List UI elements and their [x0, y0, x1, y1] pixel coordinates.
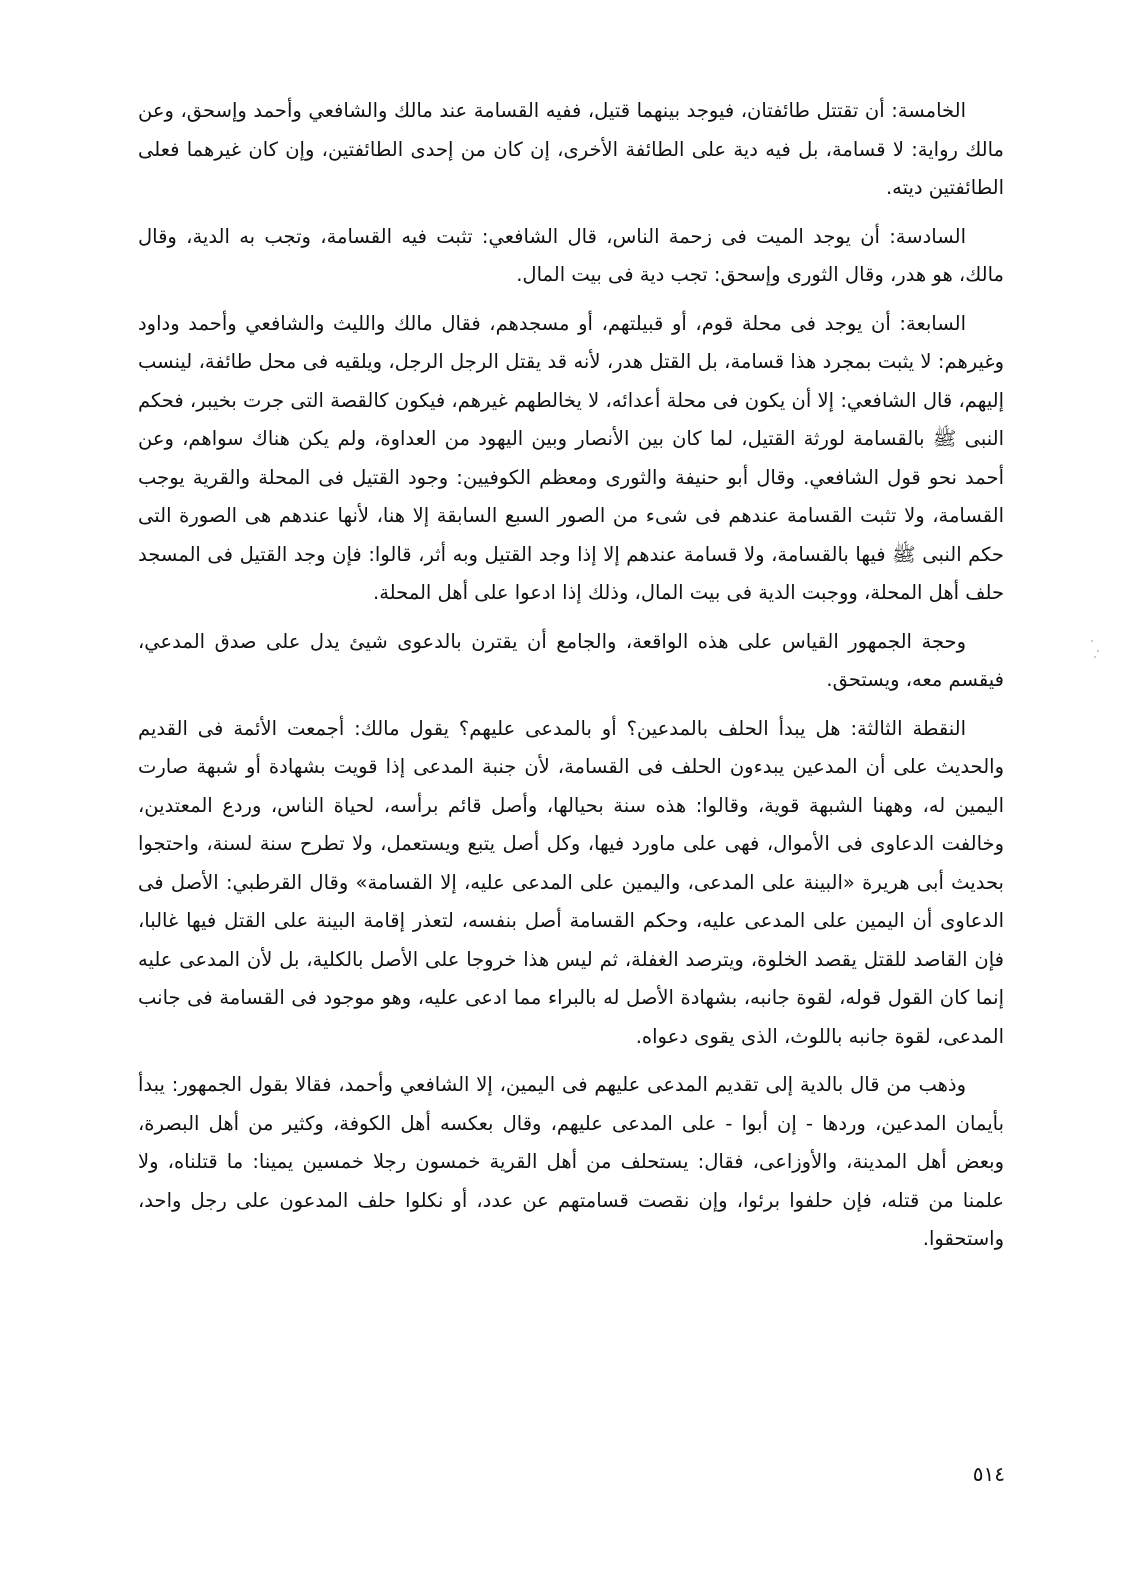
scan-speck	[1097, 650, 1099, 652]
scan-speck	[1091, 640, 1093, 642]
paragraph-sixth-case: السادسة: أن يوجد الميت فى زحمة الناس، قال الشافعي: تثبت فيه القسامة، وتجب به الدية، وقال مالك، هو هدر، وقال الثورى وإسحق: تجب دية فى بيت المال.	[138, 224, 1004, 286]
paragraph-third-point: النقطة الثالثة: هل يبدأ الحلف بالمدعين؟ أو بالمدعى عليهم؟ يقول مالك: أجمعت الأئمة فى القديم والحديث على أن المدعين يبدءون الحلف فى القسامة، لأن جنبة المدعى إذا قويت بشهادة أو شبهة صارت اليمين له، وههنا الشبهة قوية، وقالوا: هذه سنة بحيالها، وأصل قائم برأسه، لحياة الناس، وردع المعتدين، وخالفت الدعاوى فى الأموال، فهى على ماورد فيها، وكل أصل يتبع ويستعمل، ولا تطرح سنة لسنة، واحتجوا بحديث أبى هريرة «البينة على المدعى، واليمين على المدعى عليه، إلا القسامة» وقال القرطبي: الأصل فى الدعاوى أن اليمين على المدعى عليه، وحكم القسامة أصل بنفسه، لتعذر إقامة البينة على القتل فيها غالبا، فإن القاصد للقتل يقصد الخلوة، ويترصد الغفلة، ثم ليس هذا خروجا على الأصل بالكلية، بل لأن المدعى عليه إنما كان القول قوله، لقوة جانبه، بشهادة الأصل له بالبراء مما ادعى عليه، وهو موجود فى القسامة فى جانب المدعى، لقوة جانبه باللوث، الذى يقوى دعواه.	[138, 716, 1004, 1048]
paragraph-majority-argument: وحجة الجمهور القياس على هذه الواقعة، والجامع أن يقترن بالدعوى شيئ يدل على صدق المدعي، فيقسم معه، ويستحق.	[138, 629, 1004, 691]
paragraph-diya-opinion: وذهب من قال بالدية إلى تقديم المدعى عليهم فى اليمين، إلا الشافعي وأحمد، فقالا بقول الجمهور: يبدأ بأيمان المدعين، وردها - إن أبوا - على المدعى عليهم، وقال بعكسه أهل الكوفة، وكثير من أهل البصرة، وبعض أهل المدينة، والأوزاعى، فقال: يستحلف من أهل القرية خمسون رجلا خمسين يمينا: ما قتلناه، ولا علمنا من قتله، فإن حلفوا برئوا، وإن نقصت قسامتهم عن عدد، أو نكلوا حلف المدعون على رجل واحد، واستحقوا.	[138, 1073, 1004, 1250]
scan-speck	[1094, 656, 1096, 658]
paragraph-seventh-case: السابعة: أن يوجد فى محلة قوم، أو قبيلتهم، أو مسجدهم، فقال مالك والليث والشافعي وأحمد وداود وغيرهم: لا يثبت بمجرد هذا قسامة، بل القتل هدر، لأنه قد يقتل الرجل الرجل، ويلقيه فى محل طائفة، لينسب إليهم، قال الشافعي: إلا أن يكون فى محلة أعدائه، لا يخالطهم غيرهم، فيكون كالقصة التى جرت بخيبر، فحكم النبى ﷺ بالقسامة لورثة القتيل، لما كان بين الأنصار وبين اليهود من العداوة، ولم يكن هناك سواهم، وعن أحمد نحو قول الشافعي. وقال أبو حنيفة والثورى ومعظم الكوفيين: وجود القتيل فى المحلة والقرية يوجب القسامة، ولا تثبت القسامة عندهم فى شىء من الصور السبع السابقة إلا هنا، لأنها عندهم هى الصورة التى حكم النبى ﷺ فيها بالقسامة، ولا قسامة عندهم إلا إذا وجد القتيل وبه أثر، قالوا: فإن وجد القتيل فى المسجد حلف أهل المحلة، ووجبت الدية فى بيت المال، وذلك إذا ادعوا على أهل المحلة.	[138, 311, 1004, 604]
paragraph-fifth-case: الخامسة: أن تقتتل طائفتان، فيوجد بينهما قتيل، ففيه القسامة عند مالك والشافعي وأحمد وإسحق، وعن مالك رواية: لا قسامة، بل فيه دية على الطائفة الأخرى، إن كان من إحدى الطائفتين، وإن كان غيرهما فعلى الطائفتين ديته.	[138, 99, 1004, 199]
page-body	[138, 92, 1004, 1269]
page-number: ٥١٤	[972, 1462, 1005, 1486]
